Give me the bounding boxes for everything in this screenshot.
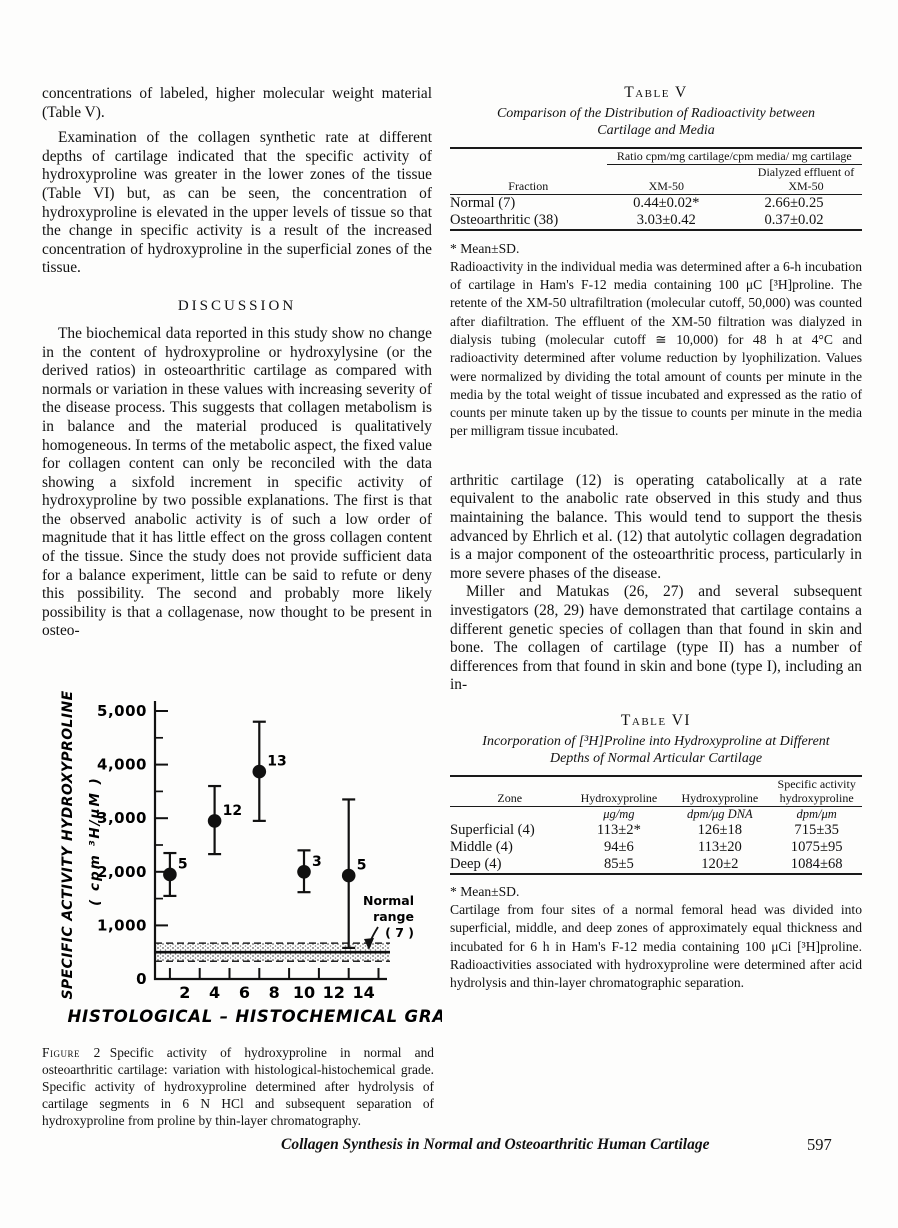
col-header-fraction: Fraction (450, 164, 607, 194)
svg-text:SPECIFIC ACTIVITY HYDROXYPROLI: SPECIFIC ACTIVITY HYDROXYPROLINE (60, 691, 76, 1000)
col-header-hydroxyproline-1: Hydroxyproline (569, 776, 668, 807)
col-header-hydroxyproline-2: Hydroxyproline (668, 776, 771, 807)
figure-2-caption (42, 1044, 434, 1129)
cell: Normal (7) (450, 194, 516, 211)
figure-2-chart (42, 691, 442, 1035)
cell: 126±18 (697, 821, 743, 838)
cell: 94±6 (603, 838, 634, 855)
svg-text:5: 5 (177, 856, 188, 873)
svg-text:HISTOLOGICAL – HISTOCHEMICAL G: HISTOLOGICAL – HISTOCHEMICAL GRADE (67, 1007, 442, 1026)
col-header-specific-activity: Specific activity hydroxyproline (771, 776, 862, 807)
cell: Superficial (4) (450, 821, 535, 838)
footnote-text: Radioactivity in the individual media was determined after a 6-h incubation of cartilage in Ham's F-12 media containing 100 μC [³H]proline. The retente of the XM-50 ultrafiltration (molecular cutoff, 50,000) was counted after diafiltration. The effluent of the XM-50 filtration was dialyzed in dialysis tubing (molecular cutoff ≅ 10,000) for 48 h at 4°C and radioactivity determined after volume reduction by lyophilization. Values were normalized by dividing the total amount of counts per minute in the media by the total weight of tissue incubated and expressed as the ratio of counts per minute taken up by the tissue to counts per minute in the media per milligram tissue incubated. (450, 258, 862, 439)
table-v-spanner: Ratio cpm/mg cartilage/cpm media/ mg cartilage (607, 148, 862, 164)
paragraph-examination: Examination of the collagen synthetic rate at different depths of cartilage indicated that the specific activity of hydroxyproline was greater in the lower zones of the tissue (Table VI) but, as can be seen, the concentration of hydroxyproline is elevated in the upper levels of tissue so that the change in specific activity is a result of the increased concentration of hydroxyproline in the superficial zones of the tissue. (42, 129, 432, 277)
cell: 0.37±0.02 (764, 211, 824, 228)
svg-text:2,000: 2,000 (97, 862, 147, 881)
table-vi-title: Table VI (620, 711, 692, 729)
right-column (450, 84, 862, 993)
table-vi-footnote (450, 883, 862, 993)
figure-caption-text: Specific activity of hydroxyproline in normal and osteoarthritic cartilage: variation with histological-histochemical grade. Specific activity of hydroxyproline determined after hydrolysis of cartilage segments in 6 N HCl and subsequent separation of hydroxyproline from proline by thin-layer chromatography. (42, 1045, 434, 1128)
left-column (42, 85, 442, 1128)
svg-text:6: 6 (238, 983, 250, 1002)
unit-cell: dpm/μg DNA (687, 806, 753, 821)
cell: 113±2* (596, 821, 641, 838)
cell: 0.44±0.02* (633, 194, 700, 211)
paragraph-continued: concentrations of labeled, higher molecular weight material (Table V). (42, 85, 432, 121)
table-row (450, 164, 862, 194)
cell: 113±20 (697, 838, 742, 855)
footer-running-title: Collagen Synthesis in Normal and Osteoarthritic Human Cartilage (281, 1136, 710, 1153)
table-v-caption: Comparison of the Distribution of Radioactivity between Cartilage and Media (496, 106, 816, 138)
svg-text:12: 12 (222, 802, 243, 819)
cell: Deep (4) (450, 855, 502, 872)
cell: 1075±95 (790, 838, 843, 855)
paragraph-discussion: The biochemical data reported in this study show no change in the content of hydroxyproline or hydroxylysine (or the derived ratios) in osteoarthritic cartilage as compared with normals or variation in these values with increasing severity of the disease process. This suggests that collagen metabolism is in balance and the material produced is qualitatively homogeneous. In terms of the metabolic aspect, the fixed value for collagen content can only be reconciled with the data showing a sixfold increment in specific activity of hydroxyproline by two possible explanations. The first is that the observed anabolic activity is of such a low order of magnitude that it has little effect on the gross collagen content of the tissue. Since the study does not provide sufficient data for a balance experiment, little can be said to refute or deny this possibility. The second and probably more likely possibility is that a collagenase, now thought to be present in osteo- (42, 324, 432, 640)
col-header-zone: Zone (450, 776, 569, 807)
unit-cell: dpm/μm (796, 806, 837, 821)
svg-text:1,000: 1,000 (97, 916, 147, 935)
figure-caption-label: Figure 2 (42, 1045, 101, 1060)
table-v-footnote (450, 240, 862, 441)
table-row (450, 839, 862, 856)
table-row (450, 194, 862, 212)
svg-text:5: 5 (356, 857, 367, 874)
table-vi-block (450, 712, 862, 875)
discussion-heading: DISCUSSION (177, 297, 297, 314)
svg-text:8: 8 (268, 983, 280, 1002)
col-header-dialyzed: Dialyzed effluent of XM-50 (726, 164, 862, 194)
table-v (450, 147, 862, 231)
svg-text:3,000: 3,000 (97, 809, 147, 828)
svg-text:2: 2 (179, 983, 191, 1002)
table-row (450, 822, 862, 839)
footnote-star: * Mean±SD. (450, 240, 520, 256)
table-row (450, 148, 862, 164)
svg-text:13: 13 (267, 753, 287, 770)
cell: 1084±68 (790, 855, 843, 872)
footnote-text: Cartilage from four sites of a normal femoral head was divided into superficial, middle, and deep zones of approximately equal thickness and incubated for 6 h in Ham's F-12 media containing 100 μCi [³H]proline. Radioactivities associated with hydroxyproline were determined after acid hydrolysis and thin-layer chromatographic separation. (450, 902, 862, 991)
svg-text:10: 10 (292, 983, 316, 1002)
table-v-title: Table V (624, 84, 688, 101)
unit-cell: μg/mg (603, 806, 635, 821)
cell: Middle (4) (450, 838, 513, 855)
table-vi (450, 775, 862, 875)
svg-text:range: range (373, 909, 414, 924)
paragraph-miller: Miller and Matukas (26, 27) and several subsequent investigators (28, 29) have demonstrated that cartilage contains a different genetic species of collagen than that found in skin and bone. The collagen of cartilage (type II) has a number of differences from that found in skin and bone (type I), including an in- (450, 583, 862, 694)
table-v-block (450, 84, 862, 231)
svg-text:14: 14 (352, 983, 375, 1002)
cell: 85±5 (603, 855, 634, 872)
footnote-star: * Mean±SD. (450, 883, 520, 899)
cell: 715±35 (794, 821, 839, 838)
table-row (450, 856, 862, 874)
svg-text:12: 12 (322, 983, 345, 1002)
svg-text:Normal: Normal (363, 893, 414, 908)
svg-text:4,000: 4,000 (97, 755, 147, 774)
svg-text:( 7 ): ( 7 ) (385, 925, 414, 940)
cell: 120±2 (701, 855, 739, 872)
figure-2 (42, 691, 442, 1129)
cell: 3.03±0.42 (636, 211, 696, 228)
table-row (450, 806, 862, 822)
table-vi-caption: Incorporation of [³H]Proline into Hydroxyproline at Different Depths of Normal Articular Cartilage (482, 733, 830, 766)
table-row (450, 212, 862, 230)
cell: 2.66±0.25 (764, 194, 824, 211)
svg-text:4: 4 (209, 983, 221, 1002)
svg-text:( cpm ³H/μM ): ( cpm ³H/μM ) (87, 776, 103, 906)
footer-page-number: 597 (807, 1135, 832, 1154)
table-row (450, 776, 862, 807)
svg-text:5,000: 5,000 (97, 702, 147, 720)
col-header-xm50: XM-50 (607, 164, 726, 194)
cell: Osteoarthritic (38) (450, 211, 559, 228)
paragraph-arthritic: arthritic cartilage (12) is operating catabolically at a rate equivalent to the anabolic rate observed in this study and thus maintaining the balance. This would tend to support the thesis advanced by Ehrlich et al. (12) that autolytic collagen degradation is a major component of the osteoarthritic process, particularly in more severe phases of the disease. (450, 471, 862, 582)
svg-text:0: 0 (136, 970, 147, 988)
svg-text:3: 3 (312, 853, 322, 870)
